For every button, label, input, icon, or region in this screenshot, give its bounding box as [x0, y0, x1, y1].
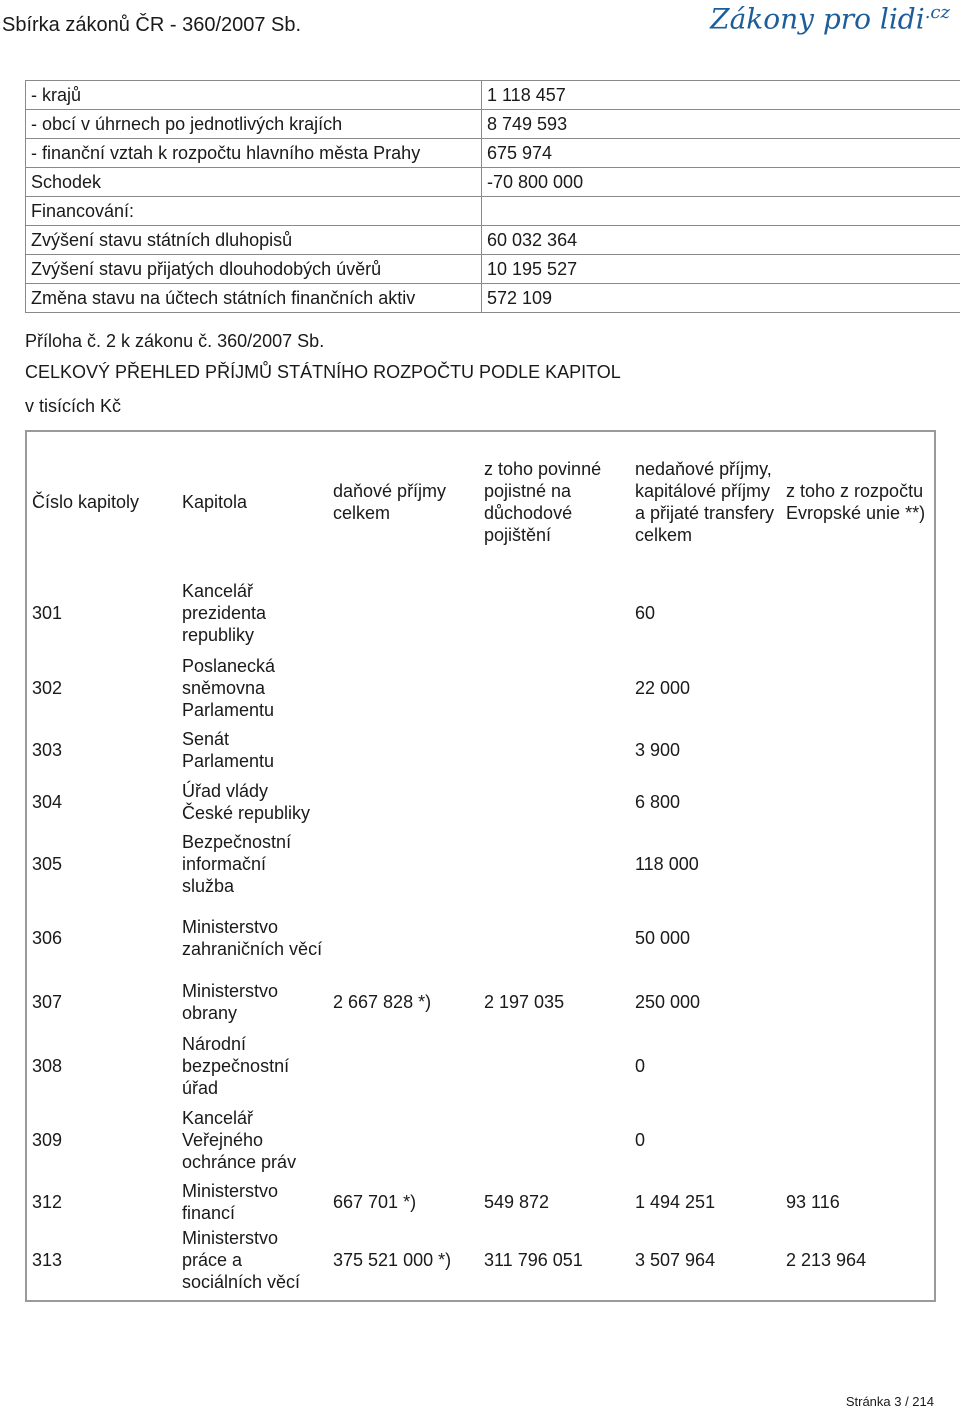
summary-row [26, 284, 960, 313]
chapter-name: Ministerstvo obrany [182, 980, 279, 1023]
summary-label: Financování: [26, 197, 482, 226]
tax-revenue [328, 723, 479, 777]
pension-insurance: 311 796 051 [484, 1250, 583, 1270]
nontax-revenue: 0 [635, 1055, 646, 1076]
pension-insurance [479, 901, 630, 975]
header-nontax-revenue: nedaňové příjmy, kapitálové příjmy a přijaté transfery celkem [635, 459, 775, 545]
nontax-revenue: 3 900 [635, 739, 681, 760]
header-chapter-number: Číslo kapitoly [32, 492, 140, 512]
table-bottom-border [25, 1300, 936, 1302]
site-logo[interactable] [710, 2, 950, 35]
header-tax-revenue: daňové příjmy celkem [333, 481, 447, 523]
eu-budget [781, 827, 935, 901]
nontax-revenue: 50 000 [635, 927, 691, 948]
tax-revenue [328, 901, 479, 975]
chapter-name: Bezpečnostní informační služba [182, 831, 292, 896]
summary-value: 675 974 [482, 139, 960, 168]
eu-budget [781, 901, 935, 975]
table-row [26, 723, 935, 777]
pension-insurance: 549 872 [484, 1191, 550, 1212]
table-row [26, 975, 935, 1029]
summary-label: Zvýšení stavu přijatých dlouhodobých úvěrů [26, 255, 482, 284]
chapter-number: 302 [32, 677, 63, 698]
chapter-number: 306 [32, 927, 63, 948]
tax-revenue [328, 777, 479, 827]
summary-row [26, 110, 960, 139]
chapter-number: 301 [32, 602, 63, 623]
summary-label: - krajů [26, 81, 482, 110]
chapter-name: Ministerstvo financí [182, 1180, 279, 1223]
eu-budget [781, 653, 935, 723]
pension-insurance [479, 827, 630, 901]
chapter-name: Úřad vlády České republiky [182, 780, 311, 823]
summary-label: - obcí v úhrnech po jednotlivých krajích [26, 110, 482, 139]
summary-row [26, 81, 960, 110]
summary-label: Změna stavu na účtech státních finančních aktiv [26, 284, 482, 313]
nontax-revenue: 60 [635, 602, 656, 623]
annex-label: Příloha č. 2 k zákonu č. 360/2007 Sb. [25, 331, 325, 351]
eu-budget [781, 723, 935, 777]
pension-insurance [479, 653, 630, 723]
chapter-name: Ministerstvo práce a sociálních věcí [182, 1228, 301, 1292]
summary-label: Schodek [26, 168, 482, 197]
tax-revenue: 667 701 *) [333, 1191, 417, 1212]
header-chapter-name: Kapitola [182, 492, 248, 512]
pension-insurance [479, 723, 630, 777]
nontax-revenue: 0 [635, 1129, 646, 1150]
pension-insurance [479, 573, 630, 653]
summary-value: -70 800 000 [482, 168, 960, 197]
eu-budget [781, 777, 935, 827]
annex-title: CELKOVÝ PŘEHLED PŘÍJMŮ STÁTNÍHO ROZPOČTU PODLE KAPITOL [25, 362, 621, 382]
table-row [26, 1177, 935, 1227]
document-title: Sbírka zákonů ČR - 360/2007 Sb. [2, 14, 302, 36]
chapter-name: Kancelář Veřejného ochránce práv [182, 1107, 297, 1172]
summary-value: 8 749 593 [482, 110, 960, 139]
tax-revenue [328, 827, 479, 901]
eu-budget: 2 213 964 [786, 1250, 867, 1270]
chapter-name: Ministerstvo zahraničních věcí [182, 916, 323, 959]
summary-value [482, 197, 960, 226]
table-row [26, 827, 935, 901]
table-row [26, 573, 935, 653]
pension-insurance: 2 197 035 [484, 991, 565, 1012]
table-row [26, 901, 935, 975]
chapter-name: Senát Parlamentu [182, 728, 275, 771]
summary-row [26, 255, 960, 284]
annex-unit: v tisících Kč [25, 396, 122, 416]
pension-insurance [479, 777, 630, 827]
eu-budget [781, 1103, 935, 1177]
summary-row [26, 226, 960, 255]
eu-budget [781, 975, 935, 1029]
chapter-number: 303 [32, 739, 63, 760]
page-number: Stránka 3 / 214 [845, 1394, 934, 1409]
tax-revenue [328, 1029, 479, 1103]
table-header-row [26, 431, 935, 573]
chapter-name: Kancelář prezidenta republiky [182, 580, 267, 645]
tax-revenue [328, 1103, 479, 1177]
summary-label: Zvýšení stavu státních dluhopisů [26, 226, 482, 255]
summary-row [26, 197, 960, 226]
header-pension-insurance: z toho povinné pojistné na důchodové pojištění [484, 459, 602, 545]
table-row [26, 1227, 935, 1302]
eu-budget: 93 116 [786, 1191, 840, 1212]
summary-row [26, 139, 960, 168]
tax-revenue: 375 521 000 *) [333, 1250, 452, 1270]
pension-insurance [479, 1103, 630, 1177]
chapter-number: 312 [32, 1191, 63, 1212]
summary-label: - finanční vztah k rozpočtu hlavního města Prahy [26, 139, 482, 168]
chapter-name: Poslanecká sněmovna Parlamentu [182, 655, 276, 720]
chapters-revenue-table [25, 430, 936, 1301]
document-header [0, 0, 960, 44]
nontax-revenue: 6 800 [635, 791, 681, 812]
nontax-revenue: 250 000 [635, 991, 701, 1012]
logo-suffix: .cz [924, 2, 950, 23]
summary-value: 10 195 527 [482, 255, 960, 284]
chapter-number: 307 [32, 991, 63, 1012]
table-row [26, 777, 935, 827]
chapter-number: 304 [32, 791, 63, 812]
chapter-number: 309 [32, 1129, 63, 1150]
table-row [26, 1103, 935, 1177]
tax-revenue [328, 653, 479, 723]
header-eu-budget: z toho z rozpočtu Evropské unie **) [786, 481, 926, 523]
chapter-number: 313 [32, 1250, 63, 1270]
pension-insurance [479, 1029, 630, 1103]
chapter-number: 308 [32, 1055, 63, 1076]
nontax-revenue: 1 494 251 [635, 1191, 716, 1212]
tax-revenue [328, 573, 479, 653]
summary-value: 60 032 364 [482, 226, 960, 255]
summary-value: 572 109 [482, 284, 960, 313]
eu-budget [781, 1029, 935, 1103]
summary-row [26, 168, 960, 197]
nontax-revenue: 118 000 [635, 853, 699, 874]
nontax-revenue: 22 000 [635, 677, 691, 698]
chapter-name: Národní bezpečnostní úřad [182, 1033, 290, 1098]
chapter-number: 305 [32, 853, 63, 874]
tax-revenue: 2 667 828 *) [333, 991, 432, 1012]
nontax-revenue: 3 507 964 [635, 1250, 716, 1270]
table-row [26, 1029, 935, 1103]
eu-budget [781, 573, 935, 653]
table-row [26, 653, 935, 723]
budget-summary-table [25, 80, 960, 313]
summary-value: 1 118 457 [482, 81, 960, 110]
logo-text: Zákony pro lidi [710, 2, 925, 36]
